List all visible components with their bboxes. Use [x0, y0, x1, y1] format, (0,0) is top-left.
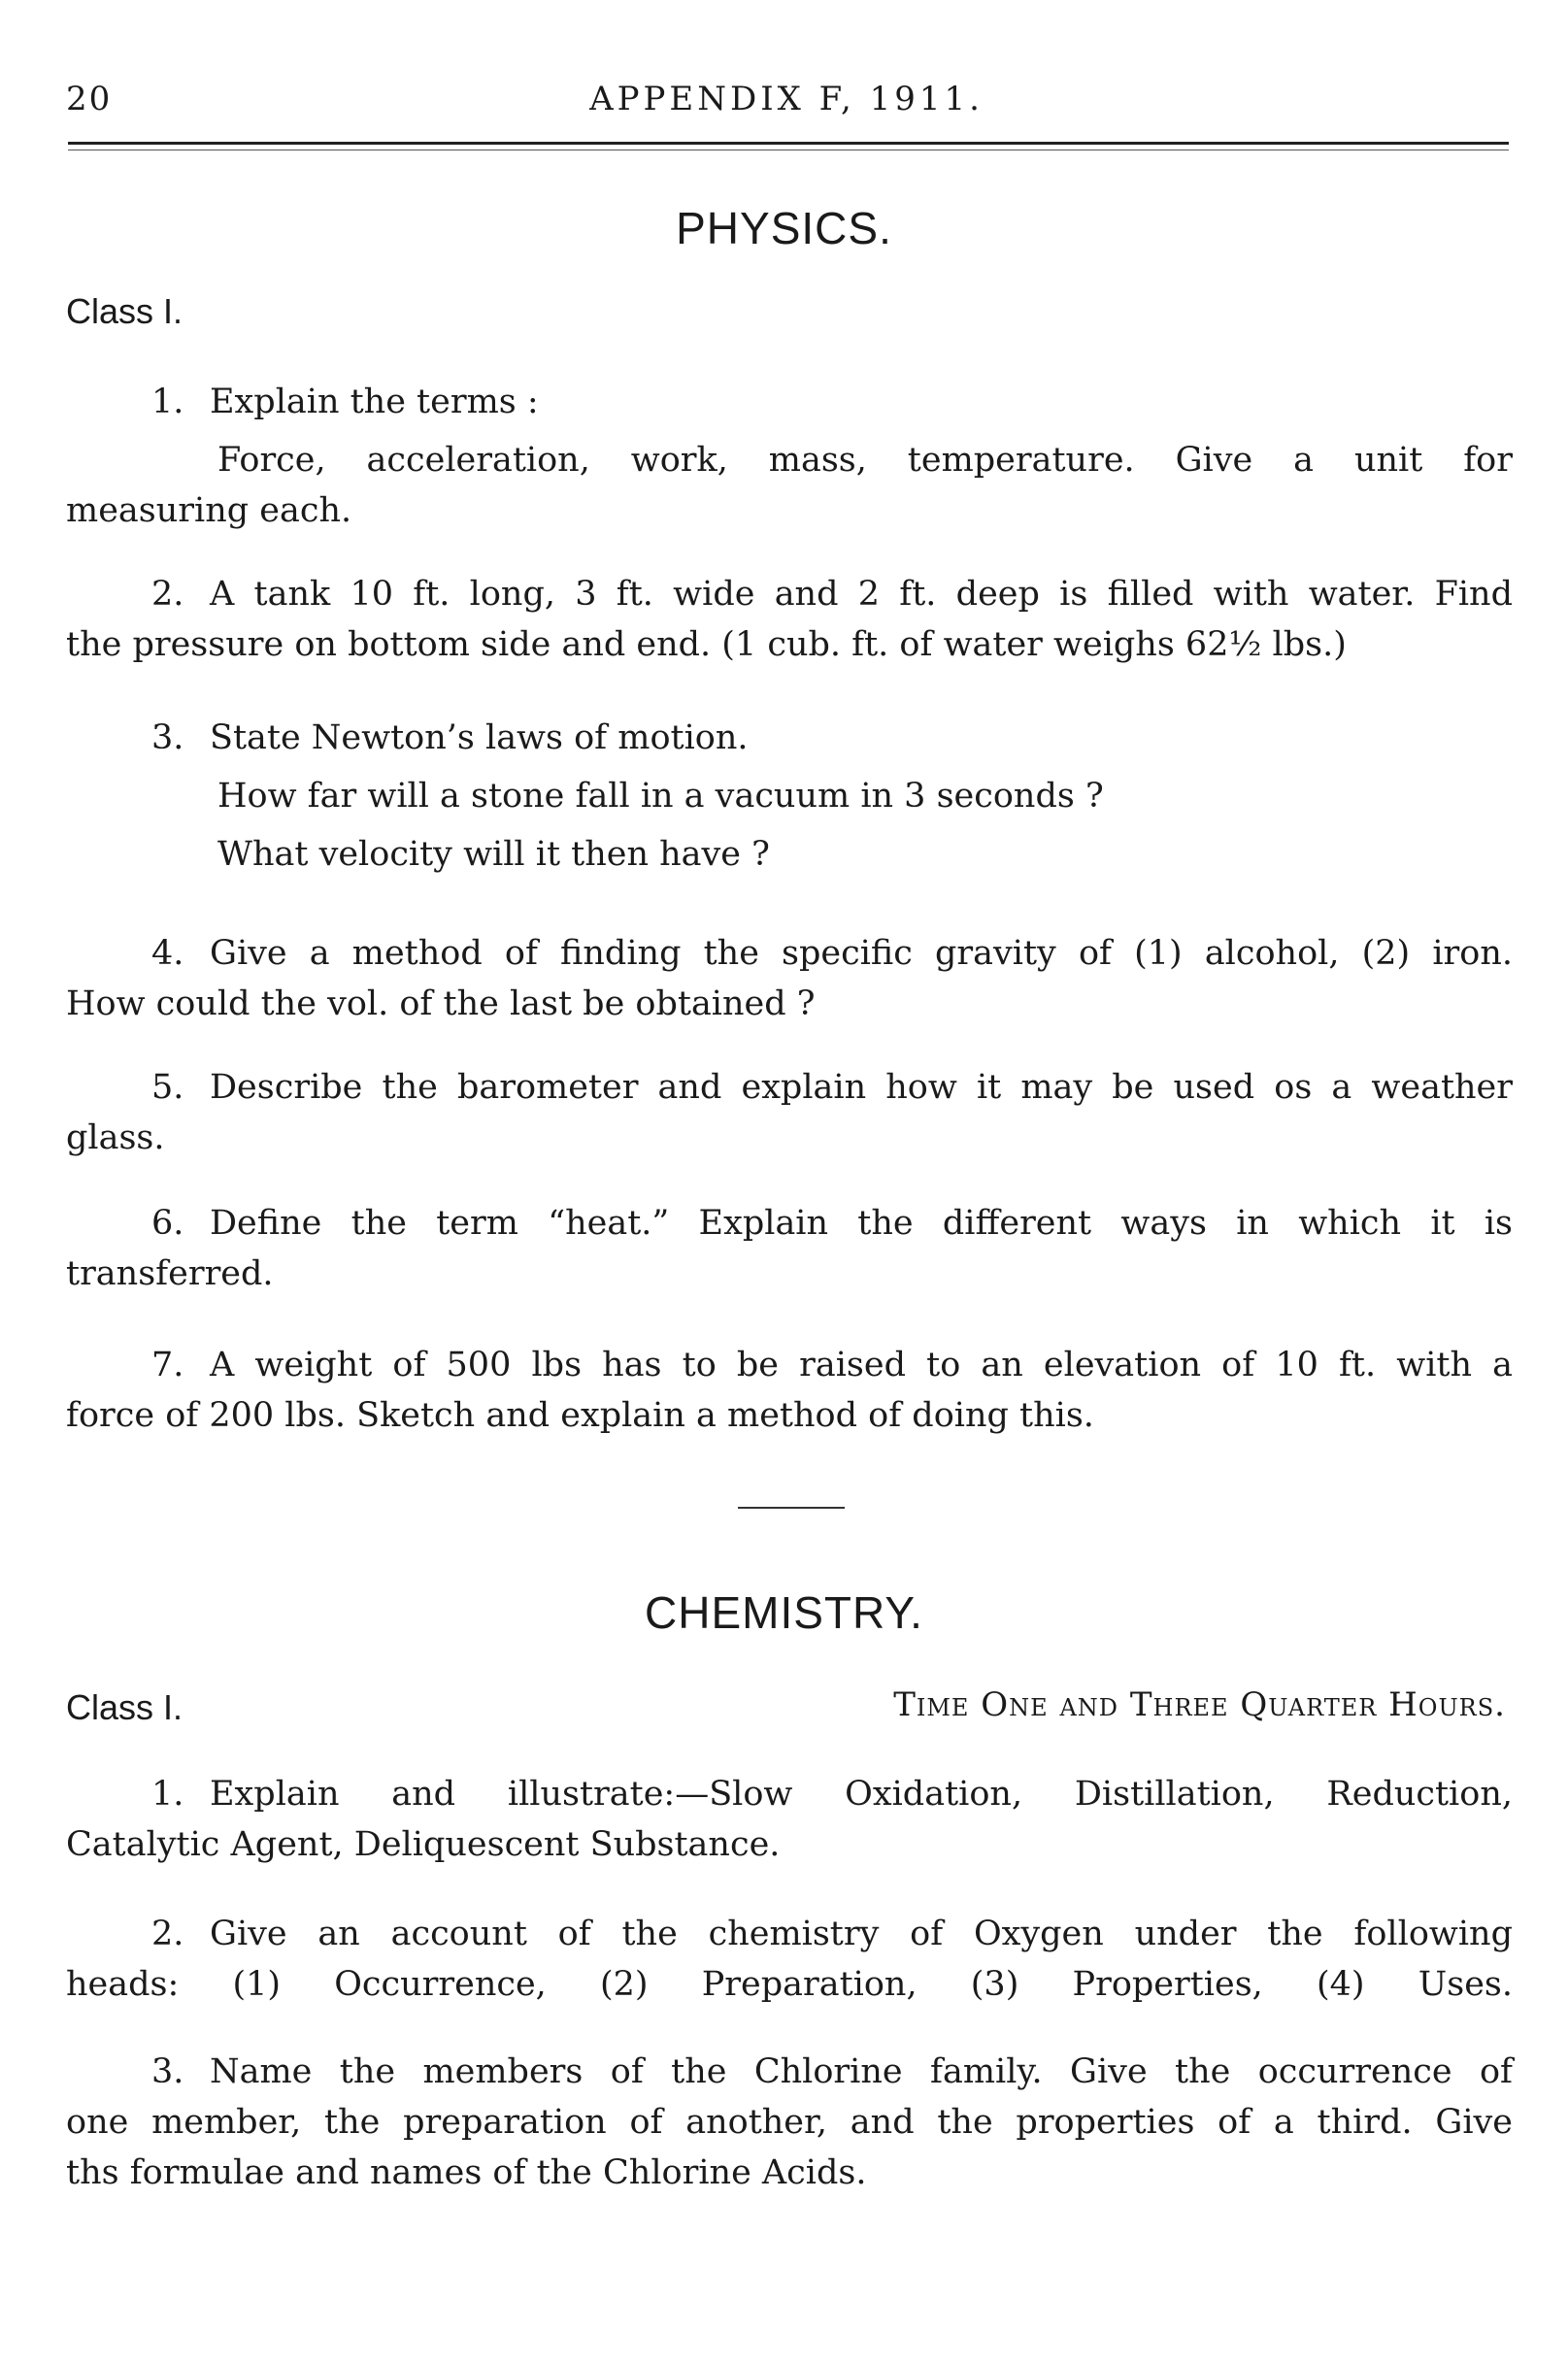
question-text: transferred. — [66, 1254, 274, 1293]
question-text: Explain the terms : — [210, 383, 539, 421]
question-text: A weight of 500 lbs has to be raised to an elevation of 10 ft. with a — [210, 1346, 1513, 1384]
question-number: 2. — [151, 1915, 184, 1953]
question-number: 2. — [151, 575, 184, 614]
question-text: State Newton’s laws of motion. — [210, 718, 749, 757]
question-text: force of 200 lbs. Sketch and explain a method of doing this. — [66, 1396, 1094, 1435]
chemistry-title: CHEMISTRY. — [645, 1587, 923, 1638]
question-number: 3. — [151, 2052, 184, 2091]
page-header — [66, 80, 1507, 122]
physics-question-2 — [66, 569, 1513, 670]
question-number: 1. — [151, 383, 184, 421]
running-title: APPENDIX F, 1911. — [589, 80, 984, 118]
page-number: 20 — [66, 80, 113, 118]
question-text: heads: (1) Occurrence, (2) Preparation, (3) Properties, (4) Uses. — [66, 1965, 1513, 2004]
question-number: 7. — [151, 1346, 184, 1384]
physics-question-3 — [66, 713, 1513, 880]
question-number: 3. — [151, 718, 184, 757]
chemistry-question-3 — [66, 2047, 1513, 2198]
question-number: 6. — [151, 1204, 184, 1243]
question-text: Force, acceleration, work, mass, temperature. Give a unit for — [217, 441, 1513, 480]
physics-question-4 — [66, 928, 1513, 1029]
question-text: Give an account of the chemistry of Oxygen under the following — [210, 1915, 1513, 1953]
question-text: Catalytic Agent, Deliquescent Substance. — [66, 1825, 781, 1864]
question-text: Explain and illustrate:—Slow Oxidation, Distillation, Reduction, — [210, 1775, 1513, 1814]
question-text: measuring each. — [66, 491, 352, 530]
question-text: one member, the preparation of another, and the properties of a third. Give — [66, 2103, 1513, 2142]
section-divider — [738, 1507, 845, 1509]
physics-question-6 — [66, 1198, 1513, 1299]
chemistry-question-2 — [66, 1909, 1513, 2010]
header-rule-thick — [68, 142, 1509, 145]
question-number: 1. — [151, 1775, 184, 1814]
question-text: How could the vol. of the last be obtained ? — [66, 984, 816, 1023]
chemistry-question-1 — [66, 1769, 1513, 1870]
physics-question-1 — [66, 377, 1513, 536]
question-number: 4. — [151, 934, 184, 973]
physics-question-7 — [66, 1340, 1513, 1441]
question-text: Define the term “heat.” Explain the different ways in which it is — [210, 1204, 1513, 1243]
question-text: A tank 10 ft. long, 3 ft. wide and 2 ft. deep is filled with water. Find — [210, 575, 1513, 614]
question-text: glass. — [66, 1118, 165, 1157]
question-text: Give a method of finding the specific gravity of (1) alcohol, (2) iron. — [210, 934, 1513, 973]
question-text: the pressure on bottom side and end. (1 cub. ft. of water weighs 62½ lbs.) — [66, 625, 1347, 664]
chemistry-class-label: Class I. — [66, 1687, 183, 1727]
question-text: How far will a stone fall in a vacuum in 3 seconds ? — [217, 777, 1104, 816]
physics-question-5 — [66, 1062, 1513, 1163]
question-number: 5. — [151, 1068, 184, 1107]
question-text: What velocity will it then have ? — [217, 835, 770, 874]
question-text: Describe the barometer and explain how it may be used os a weather — [210, 1068, 1513, 1107]
physics-title: PHYSICS. — [676, 203, 892, 253]
question-text: Name the members of the Chlorine family. Give the occurrence of — [210, 2052, 1513, 2091]
time-allowed: Time One and Three Quarter Hours. — [893, 1685, 1506, 1724]
physics-class-label: Class I. — [66, 291, 183, 331]
question-text: ths formulae and names of the Chlorine Acids. — [66, 2153, 867, 2192]
